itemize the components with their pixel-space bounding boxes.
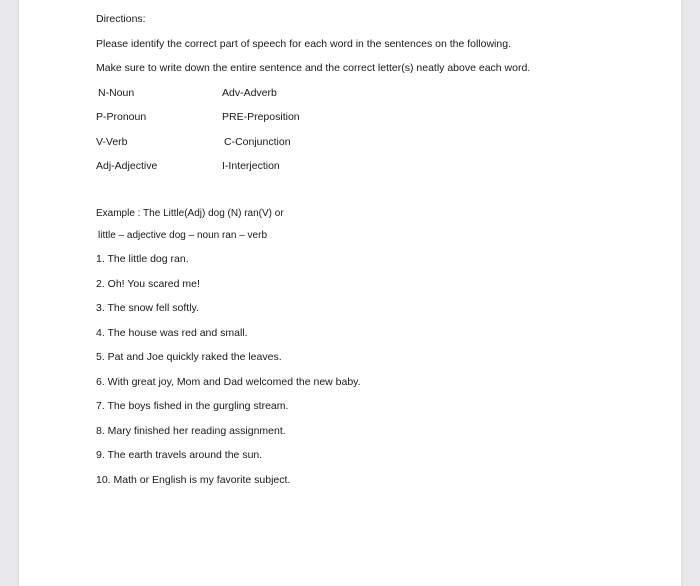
sentence-7: 7. The boys fished in the gurgling stream.	[96, 400, 289, 412]
sentence-4: 4. The house was red and small.	[96, 327, 248, 339]
sentence-3: 3. The snow fell softly.	[96, 302, 199, 314]
legend-verb: V-Verb	[96, 136, 128, 148]
sentence-8: 8. Mary finished her reading assignment.	[96, 425, 286, 437]
example-line-2: little – adjective dog – noun ran – verb	[98, 230, 267, 241]
legend-interjection: I-Interjection	[222, 160, 280, 172]
sentence-5: 5. Pat and Joe quickly raked the leaves.	[96, 351, 282, 363]
sentence-2: 2. Oh! You scared me!	[96, 278, 200, 290]
instruction-line-2: Make sure to write down the entire sentence and the correct letter(s) neatly above each word.	[96, 62, 531, 74]
sentence-1: 1. The little dog ran.	[96, 253, 189, 265]
legend-noun: N-Noun	[98, 87, 135, 99]
instruction-line-1: Please identify the correct part of speech for each word in the sentences on the following.	[96, 38, 511, 50]
sentence-6: 6. With great joy, Mom and Dad welcomed the new baby.	[96, 376, 361, 388]
sentence-10: 10. Math or English is my favorite subject.	[96, 474, 291, 486]
legend-adverb: Adv-Adverb	[222, 87, 277, 99]
example-line-1: Example : The Little(Adj) dog (N) ran(V) or	[96, 208, 284, 219]
legend-adjective: Adj-Adjective	[96, 160, 158, 172]
directions-title: Directions:	[96, 13, 146, 25]
legend-preposition: PRE-Preposition	[222, 111, 300, 123]
legend-conjunction: C-Conjunction	[224, 136, 291, 148]
document-page	[19, 0, 681, 586]
legend-pronoun: P-Pronoun	[96, 111, 147, 123]
sentence-9: 9. The earth travels around the sun.	[96, 449, 263, 461]
